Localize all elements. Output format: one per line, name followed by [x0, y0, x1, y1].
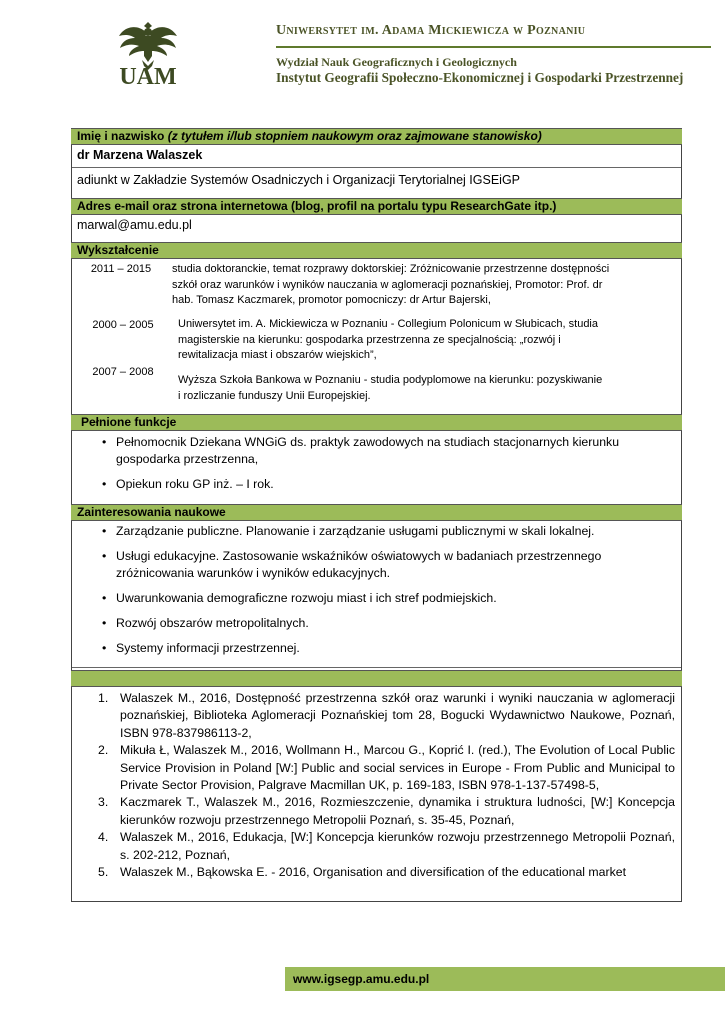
person-name: dr Marzena Walaszek: [77, 148, 203, 162]
education-years: 2000 – 2005: [92, 319, 154, 331]
person-position: adiunkt w Zakładzie Systemów Osadniczych i Organizacji Terytorialnej IGSEiGP: [77, 173, 520, 187]
education-description: Wyższa Szkoła Bankowa w Poznaniu - studia podyplomowe na kierunku: pozyskiwanie i rozliczanie funduszy Unii Europejskiej.: [178, 374, 603, 402]
functions-list: [72, 434, 672, 493]
publication-item: 2. Mikuła Ł, Walaszek M., 2016, Wollmann H., Marcou G., Koprić I. (red.), The Evolution of Local Public Service Provision in Poland [W:] Public and social services in Europe - From Public and Municipal to Private Sector Provision, Palgrave Macmillan UK, p. 169-183, ISBN 978-1-137-57498-5,: [98, 743, 675, 793]
list-item: • Uwarunkowania demograficzne rozwoju miast i ich stref podmiejskich.: [72, 590, 672, 607]
name-section-heading: Imię i nazwisko (z tytułem i/lub stopniem naukowym oraz zajmowane stanowisko): [71, 128, 682, 145]
interests-section-heading: Zainteresowania naukowe: [71, 504, 682, 521]
list-item: • Zarządzanie publiczne. Planowanie i zarządzanie usługami publicznymi w skali lokalnej.: [72, 523, 672, 540]
functions-section-heading: Pełnione funkcje: [71, 414, 682, 431]
list-item: • Pełnomocnik Dziekana WNGiG ds. praktyk zawodowych na studiach stacjonarnych kierunku gospodarka przestrzenna,: [72, 434, 672, 468]
list-item: • Rozwój obszarów metropolitalnych.: [72, 615, 672, 632]
list-item: • Opiekun roku GP inż. – I rok.: [72, 476, 672, 493]
education-years: 2007 – 2008: [92, 366, 154, 378]
university-name: Uniwersytet im. Adama Mickiewicza w Poznaniu: [276, 23, 586, 38]
education-description: studia doktoranckie, temat rozprawy doktorskiej: Zróżnicowanie przestrzenne dostępności szkół oraz warunków i wyników nauczania w aglomeracji poznańskiej, Promotor: Prof. dr hab. Tomasz Kaczmarek, promotor pomocniczy: dr Artur Bajerski,: [172, 263, 610, 306]
interests-list: [72, 523, 672, 657]
publication-item: 5. Walaszek M., Bąkowska E. - 2016, Organisation and diversification of the educational market: [98, 865, 627, 880]
logo-text: UAM: [119, 64, 177, 90]
publications-list: [72, 690, 675, 881]
header-divider: [276, 46, 711, 48]
uam-logo: [113, 18, 183, 92]
email-address: marwal@amu.edu.pl: [77, 218, 192, 232]
list-item: • Usługi edukacyjne. Zastosowanie wskaźników oświatowych w badaniach przestrzennego zróżnicowania warunków i wyników edukacyjnych.: [72, 548, 672, 582]
faculty-name: Wydział Nauk Geograficznych i Geologicznych: [276, 55, 517, 69]
publication-item: 4. Walaszek M., 2016, Edukacja, [W:] Koncepcja kierunków rozwoju przestrzennego Metropolii Poznań, s. 202-212, Poznań,: [98, 830, 675, 862]
education-description: Uniwersytet im. A. Mickiewicza w Poznaniu - Collegium Polonicum w Słubicach, studia magisterskie na kierunku: gospodarka przestrzenna ze specjalnością: „rozwój i rewitalizacja miast i obszarów wiejskich”,: [178, 318, 598, 361]
divider: [72, 167, 681, 168]
education-years: 2011 – 2015: [90, 263, 152, 275]
education-section-heading: Wykształcenie: [71, 242, 682, 259]
list-item: • Systemy informacji przestrzennej.: [72, 640, 672, 657]
divider: [72, 667, 681, 668]
contact-section-heading: Adres e-mail oraz strona internetowa (blog, profil na portalu typu ResearchGate itp.): [71, 198, 682, 215]
footer-website-link[interactable]: www.igsegp.amu.edu.pl: [285, 967, 725, 991]
publications-section-heading: [71, 670, 682, 687]
publication-item: 3. Kaczmarek T., Walaszek M., 2016, Rozmieszczenie, dynamika i struktura ludności, [W:] Koncepcja kierunków rozwoju przestrzennego Metropolii Poznań, s. 35-45, Poznań,: [98, 795, 675, 827]
publication-item: 1. Walaszek M., 2016, Dostępność przestrzenna szkół oraz warunki i wyniki nauczania w aglomeracji poznańskiej, Biblioteka Aglomeracji Poznańskiej tom 28, Bogucki Wydawnictwo Naukowe, Poznań, ISBN 978-837986113-2,: [98, 691, 675, 740]
institute-name: Instytut Geografii Społeczno-Ekonomicznej i Gospodarki Przestrzennej: [276, 70, 684, 85]
